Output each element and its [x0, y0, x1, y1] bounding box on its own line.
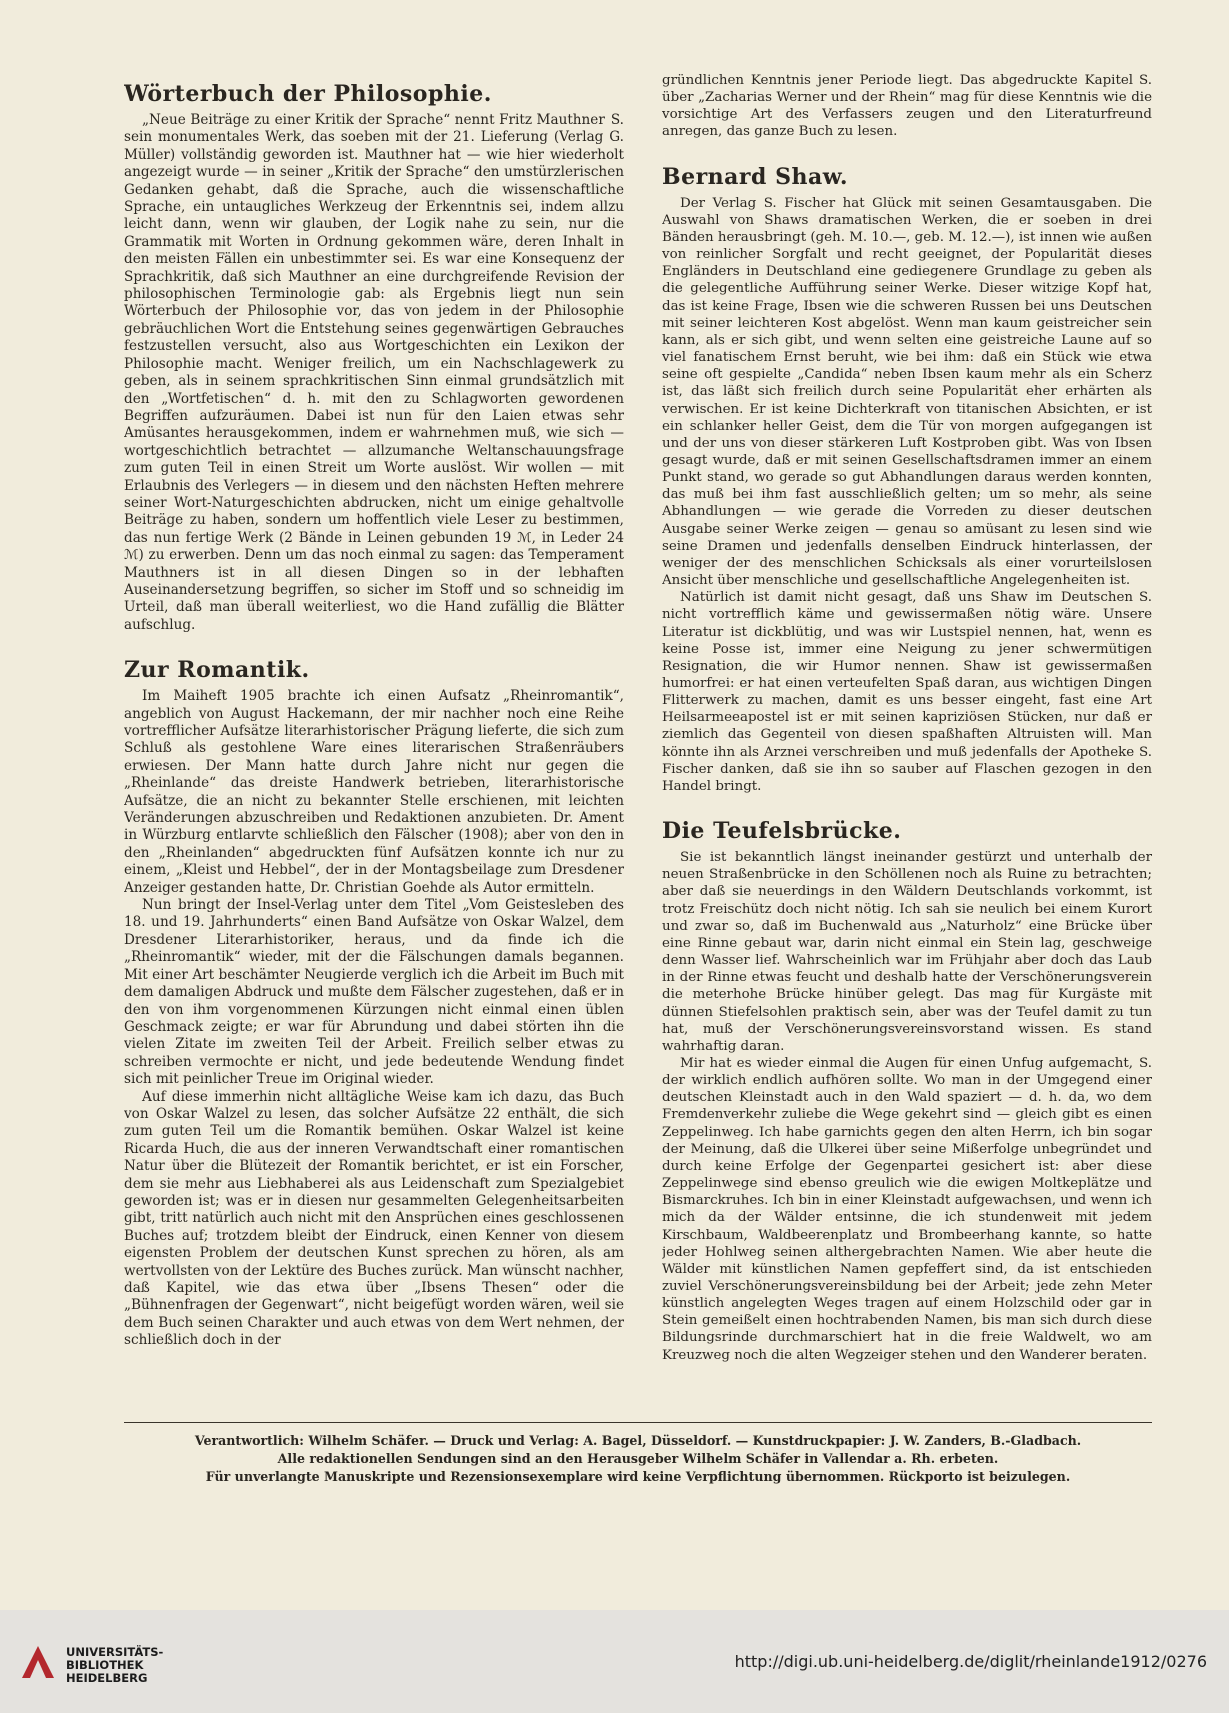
article-paragraph — [124, 688, 624, 897]
article — [662, 155, 1152, 795]
article-title: Bernard Shaw. — [662, 163, 849, 190]
author-signature: S. — [1139, 1055, 1152, 1071]
paragraph-text: Der Verlag S. Fischer hat Glück mit seinen Gesamtausgaben. Die Auswahl von Shaws dramatischen Werken, die er soeben in drei Bänden herausbringt (geh. M. 10.—, geb. M. 12.—), ist innen wie außen von reinlicher Sorgfalt und recht geeignet, der Popularität dieses Engländers in Deutschland eine gediegenere Grundlage zu geben als die gelegentliche Aufführung seiner Werke. Dieser witzige Kopf hat, das ist keine Frage, Ibsen wie die schweren Russen bei uns Deutschen mit seiner leichteren Kost abgelöst. Wenn man kaum geistreicher sein kann, als er sich gibt, und wenn selten eine geistreiche Laune auf so viel fanatischem Ernst beruht, wie bei ihm: daß ein Stück wie etwa seine oft gespielte „Candida“ neben Ibsen kaum mehr als ein Scherz ist, das läßt sich freilich durch seine Popularität eher erhärten als verwischen. Er ist keine Dichterkraft von titanischen Absichten, er ist ein schlanker heller Geist, dem die Tür von morgen aufgegangen ist und der uns von dieser stärkeren Luft Kostproben gibt. Was von Ibsen gesagt wurde, daß er mit seinen Gesellschaftsdramen immer an einem Punkt stand, wo gerade so gut Abhandlungen daraus werden konnten, das muß bei ihm fast ausschließlich gelten; um so mehr, als seine Abhandlungen — wie gerade die Vorreden zu dieser deutschen Ausgabe seiner Werke zeigen — genau so amüsant zu lesen sind wie seine Dramen und jedenfalls denselben Eindruck hinterlassen, der weniger der des menschlichen Schicksals als einer vorurteilslosen Ansicht über menschliche und gesellschaftliche Angelegenheiten ist. — [662, 195, 1152, 589]
article-paragraph — [124, 897, 624, 1088]
author-signature: S. — [1139, 73, 1152, 88]
paragraph-text: Nun bringt der Insel-Verlag unter dem Titel „Vom Geistesleben des 18. und 19. Jahrhunderts“ einen Band Aufsätze von Oskar Walzel, dem Dresdener Literarhistoriker, heraus, und da finde ich die „Rheinromantik“ wieder, mit der die Fälschungen damals begannen. Mit einer Art beschämter Neugierde verglich ich die Arbeit im Buch mit dem damaligen Abdruck und mußte dem Fälscher zugestehen, daß er in den von ihm vorgenommenen Kürzungen nicht einmal einen üblen Geschmack zeigte; er war für Abrundung und dabei störten ihn die vielen Zitate im zweiten Teil der Arbeit. Freilich selber etwas zu schreiben vermochte er nicht, und jede bedeutende Wendung findet sich mit peinlicher Treue im Original wieder. — [124, 897, 624, 1088]
imprint-line-2: Alle redaktionellen Sendungen sind an den Herausgeber Wilhelm Schäfer in Vallendar a. Rh. erbeten. — [277, 1451, 999, 1466]
author-signature: S. — [1139, 590, 1152, 606]
library-name — [66, 1646, 163, 1685]
article-paragraph — [662, 195, 1152, 590]
article-paragraph — [662, 589, 1152, 795]
author-signature: S. — [610, 112, 624, 128]
library-name-line-3: HEIDELBERG — [66, 1671, 148, 1685]
library-name-line-1: UNIVERSITÄTS- — [66, 1645, 164, 1659]
article-paragraph — [662, 1055, 1152, 1364]
imprint-footer — [124, 1432, 1152, 1486]
paragraph-text: „Neue Beiträge zu einer Kritik der Sprache“ nennt Fritz Mauthner sein monumentales Werk, das soeben mit der 21. Lieferung (Verlag G. Müller) vollständig geworden ist. Mauthner hat — wie hier wiederholt angezeigt wurde — in seiner „Kritik der Sprache“ den umstürzlerischen Gedanken gehabt, daß die Sprache, auch die wissenschaftliche Sprache, ein untaugliches Werkzeug der Erkenntnis sei, indem allzu leicht dann, wenn wir glauben, der Logik nahe zu sein, nur die Grammatik mit Worten in Ordnung gekommen wäre, deren Inhalt in den meisten Fällen ein unbestimmter sei. Es war eine Konsequenz der Sprachkritik, daß sich Mauthner an eine durchgreifende Revision der philosophischen Terminologie gab: als Ergebnis liegt nun sein Wörterbuch der Philosophie vor, das von jedem in der Philosophie gebräuchlichen Wort die Entstehung seines gegenwärtigen Gebrauches festzustellen versucht, also aus Wortgeschichten ein Lexikon der Philosophie macht. Weniger freilich, um ein Nachschlagewerk zu geben, als in seinem sprachkritischen Sinn einmal grundsätzlich mit den „Wortfetischen“ d. h. mit den zu Schlagworten gewordenen Begriffen aufzuräumen. Dabei ist nun für den Laien etwas sehr Amüsantes herausgekommen, indem er wahrnehmen muß, wie sich — wortgeschichtlich betrachtet — allzumanche Weltanschauungsfrage zum guten Teil in einen Streit um Worte auslöst. Wir wollen — mit Erlaubnis des Verlegers — in diesem und den nächsten Heften mehrere seiner Wort-Naturgeschichten abdrucken, nicht um einige gehaltvolle Beiträge zu haben, sondern um hoffentlich viele Leser zu bestimmen, das nun fertige Werk (2 Bände in Leinen gebunden 19 ℳ, in Leder 24 ℳ) zu erwerben. Denn um das noch einmal zu sagen: das Temperament Mauthners ist in all diesen Dingen so in der lebhaften Auseinandersetzung begriffen, so sicher im Stoff und so schneidig im Urteil, daß man überall weiterliest, wo die Hand zufällig die Blätter aufschlug. — [124, 112, 624, 633]
library-logo-icon — [18, 1642, 58, 1682]
paragraph-text: Sie ist bekanntlich längst ineinander gestürzt und unterhalb der neuen Straßenbrücke in den Schöllenen noch als Ruine zu betrachten; aber daß sie neuerdings in den Wäldern Deutschlands vorkommt, ist trotz Freischütz doch nicht nötig. Ich sah sie neulich bei einem Kurort und zwar so, daß im Buchenwald aus „Naturholz“ eine Brücke über eine Rinne gebaut war, darin nicht einmal ein Stein lag, geschweige denn Wasser lief. Wahrscheinlich war im Frühjahr aber doch das Laub in der Rinne etwas feucht und deshalb hatte der Verschönerungsverein die meterhohe Brücke hinüber gelegt. Das mag für Kurgäste mit dünnen Stiefelsohlen praktisch sein, aber was der Teufel damit zu tun hat, muß der Verschönerungsvereinsvorstand wissen. Es stand wahrhaftig daran. — [662, 850, 1152, 1054]
article — [662, 72, 1152, 141]
article-paragraph — [124, 112, 624, 634]
paragraph-text: Auf diese immerhin nicht alltägliche Weise kam ich dazu, das Buch von Oskar Walzel zu lesen, das solcher Aufsätze 22 enthält, die sich zum guten Teil um die Romantik bemühen. Oskar Walzel ist keine Ricarda Huch, die aus der inneren Verwandtschaft einer romantischen Natur über die Blütezeit der Romantik berichtet, er ist ein Forscher, dem sie mehr aus Liebhaberei als aus Leidenschaft zum Spezialgebiet geworden ist; was er in diesen nur gesammelten Gelegenheitsarbeiten gibt, tritt natürlich auch nicht mit den Ansprüchen eines geschlossenen Buches auf; trotzdem bleibt der Eindruck, einen Kenner von diesem eigensten Problem der deutschen Kunst sprechen zu hören, als am wertvollsten von der Lektüre des Buches zurück. Man wünscht nachher, daß Kapitel, wie das etwa über „Ibsens Thesen“ oder die „Bühnenfragen der Gegenwart“, nicht beigefügt worden wären, weil sie dem Buch seinen Charakter und auch etwas von dem Wert nehmen, der schließlich doch in der — [124, 1088, 624, 1349]
imprint-line-3: Für unverlangte Manuskripte und Rezensionsexemplare wird keine Verpflichtung übernommen. Rückporto ist beizulegen. — [205, 1469, 1071, 1484]
article — [124, 648, 624, 1349]
article-paragraph — [662, 849, 1152, 1055]
right-column — [662, 72, 1152, 1378]
article — [124, 72, 624, 634]
paragraph-text: Im Maiheft 1905 brachte ich einen Aufsatz „Rheinromantik“, angeblich von August Hackemann, der mir nachher noch eine Reihe vortrefflicher Aufsätze literarhistorischer Prägung lieferte, die sich zum Schluß als gestohlene Ware eines literarischen Straßenräubers erwiesen. Der Mann hatte durch Jahre nicht nur gegen die „Rheinlande“ das dreiste Handwerk betrieben, literarhistorische Aufsätze, die an nicht zu bekannter Stelle erschienen, mit leichten Veränderungen abzuschreiben und Redaktionen anzubieten. Dr. Ament in Würzburg entlarvte schließlich den Fälscher (1908); aber von den in den „Rheinlanden“ abgedruckten fünf Aufsätzen konnte ich nur zu einem, „Kleist und Hebbel“, der in der Montagsbeilage zum Dresdener Anzeiger gestanden hatte, Dr. Christian Goehde als Autor ermitteln. — [124, 688, 624, 896]
left-column — [124, 72, 624, 1364]
article-title: Zur Romantik. — [124, 657, 310, 684]
paragraph-text: Natürlich ist damit nicht gesagt, daß uns Shaw im Deutschen nicht vortrefflich käme und gewissermaßen nötig wäre. Unsere Literatur ist dickblütig, und was wir Lustspiel nennen, hat, wenn es keine Posse ist, immer eine Neigung zu jener schwermütigen Resignation, die wir Humor nennen. Shaw ist gewissermaßen humorfrei: er hat einen verteufelten Spaß daran, aus wichtigen Dingen Flitterwerk zu machen, damit es uns besser eingeht, fast eine Art Heilsarmeeapostel ist er mit seinen kapriziösen Stücken, nur daß er ziemlich das Gegenteil von diesen spaßhaften Altruisten will. Man könnte ihn als Arznei verschreiben und muß jedenfalls der Apotheke S. Fischer danken, daß sie ihn so sauber auf Flaschen gezogen in den Handel bringt. — [662, 590, 1152, 794]
paragraph-text: Mir hat es wieder einmal die Augen für einen Unfug aufgemacht, der wirklich endlich aufhören sollte. Wo man in der Umgegend einer deutschen Kleinstadt auch in den Wald spaziert — d. h. da, wo dem Fremdenverkehr zuliebe die Wege gekehrt sind — gleich gibt es einen Zeppelinweg. Ich habe garnichts gegen den alten Herrn, ich bin sogar der Meinung, daß die Ulkerei über seine Mißerfolge unbegründet und durch keine Erfolge der Gegenpartei gesichert ist: aber diese Zeppelinwege sind ebenso greulich wie die ewigen Moltkeplätze und Bismarckruhes. Ich bin in einer Kleinstadt aufgewachsen, und wenn ich mich da der Wälder entsinne, die ich stundenweit mit jedem Kirschbaum, Waldbeerenplatz und Brombeerhang kannte, so hatte jeder Hohlweg seinen althergebrachten Namen. Wie aber heute die Wälder mit künstlichen Namen gepfeffert sind, da ist entschieden zuviel Verschönerungsvereinsbildung bei der Arbeit; jede zehn Meter künstlich angelegten Weges tragen auf einem Holzschild oder gar in Stein gemeißelt einen hochtrabenden Namen, bis man sich durch diese Bildungsrinde durchmarschiert hat in die freie Waldwelt, wo am Kreuzweg noch die alten Wegzeiger stehen und den Wanderer beraten. — [662, 1055, 1152, 1363]
library-bar — [0, 1610, 1229, 1713]
footer-rule-top — [124, 1422, 1152, 1423]
article — [662, 809, 1152, 1364]
article-title: Wörterbuch der Philosophie. — [124, 81, 492, 107]
article-title: Die Teufelsbrücke. — [662, 818, 902, 845]
library-name-line-2: BIBLIOTHEK — [66, 1658, 144, 1672]
paragraph-text: gründlichen Kenntnis jener Periode liegt. Das abgedruckte Kapitel über „Zacharias Werner und der Rhein“ mag für diese Kenntnis wie die vorsichtige Art des Verfassers zeugen und den Literaturfreund anregen, das ganze Buch zu lesen. — [662, 73, 1152, 140]
imprint-line-1: Verantwortlich: Wilhelm Schäfer. — Druck und Verlag: A. Bagel, Düsseldorf. — Kunstdruckpapier: J. W. Zanders, B.-Gladbach. — [194, 1433, 1082, 1448]
source-url-link[interactable]: http://digi.ub.uni-heidelberg.de/diglit/rheinlande1912/0276 — [734, 1652, 1207, 1671]
article-paragraph — [662, 72, 1152, 141]
article-paragraph — [124, 1089, 624, 1350]
